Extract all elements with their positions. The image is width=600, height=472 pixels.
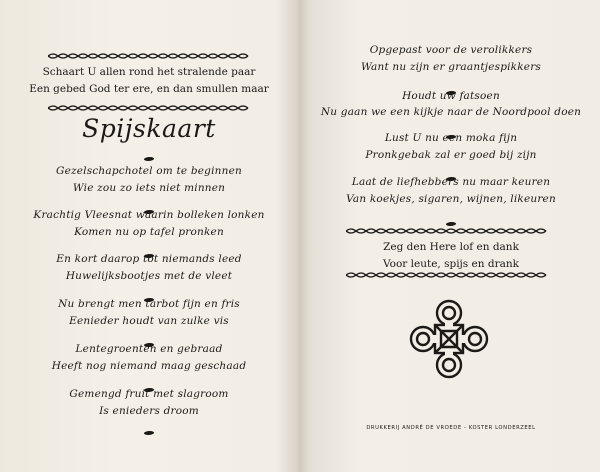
course-6-line-1: Gemengd fruit met slagroom bbox=[69, 388, 229, 400]
course-10-line-1: Laat de liefhebbers nu maar keuren bbox=[351, 176, 551, 188]
course-7-line-2: Want nu zijn er graantjespikkers bbox=[360, 61, 542, 73]
course-divider bbox=[0, 420, 298, 439]
course-4-line-2: Eenieder houdt van zulke vis bbox=[69, 315, 229, 327]
course-7-line-1: Opgepast voor de verolikkers bbox=[369, 44, 533, 56]
right-page bbox=[302, 0, 600, 472]
course-2-line-2: Komen nu op tafel pronken bbox=[74, 226, 224, 238]
closing-bottom-border-ornament bbox=[346, 271, 548, 279]
course-1-line-2: Wie zou zo iets niet minnen bbox=[72, 182, 226, 194]
course-1-line-1: Gezelschapchotel om te beginnen bbox=[56, 165, 242, 177]
menu-title: Spijskaart bbox=[82, 114, 216, 143]
course-5-line-1: Lentegroenten en gebraad bbox=[75, 343, 223, 355]
closing-line-2: Voor leute, spijs en drank bbox=[383, 258, 519, 270]
left-page bbox=[0, 0, 298, 472]
course-9-line-2: Pronkgebak zal er goed bij zijn bbox=[365, 149, 537, 161]
course-2-line-1: Krachtig Vleesnat waarin bolleken lonken bbox=[33, 209, 265, 221]
header-line-1: Schaart U allen rond het stralende paar bbox=[42, 66, 256, 78]
course-3-line-2: Huwelijksbootjes met de vleet bbox=[65, 270, 233, 282]
course-8-line-1: Houdt uw fatsoen bbox=[402, 90, 500, 102]
printer-credit: DRUKKERIJ ANDRÉ DE VROEDE - KOSTER LONDERZEEL bbox=[366, 425, 536, 431]
closing-line-1: Zeg den Here lof en dank bbox=[383, 241, 519, 253]
course-8-line-2: Nu gaan we een kijkje naar de Noordpool doen bbox=[320, 106, 582, 118]
header-line-2: Een gebed God ter ere, en dan smullen maar bbox=[29, 83, 269, 95]
closing-top-border-ornament bbox=[346, 227, 548, 235]
course-4-line-1: Nu brengt men tarbot fijn en fris bbox=[58, 298, 240, 310]
top-border-ornament bbox=[48, 52, 250, 60]
celtic-knot-icon bbox=[405, 295, 493, 383]
course-5-line-2: Heeft nog niemand maag geschaad bbox=[51, 360, 247, 372]
course-9-line-1: Lust U nu een moka fijn bbox=[384, 132, 518, 144]
header-divider-ornament bbox=[48, 104, 250, 112]
course-10-line-2: Van koekjes, sigaren, wijnen, likeuren bbox=[346, 193, 556, 205]
course-3-line-1: En kort daarop tot niemands leed bbox=[56, 253, 242, 265]
course-6-line-2: Is enieders droom bbox=[99, 405, 199, 417]
